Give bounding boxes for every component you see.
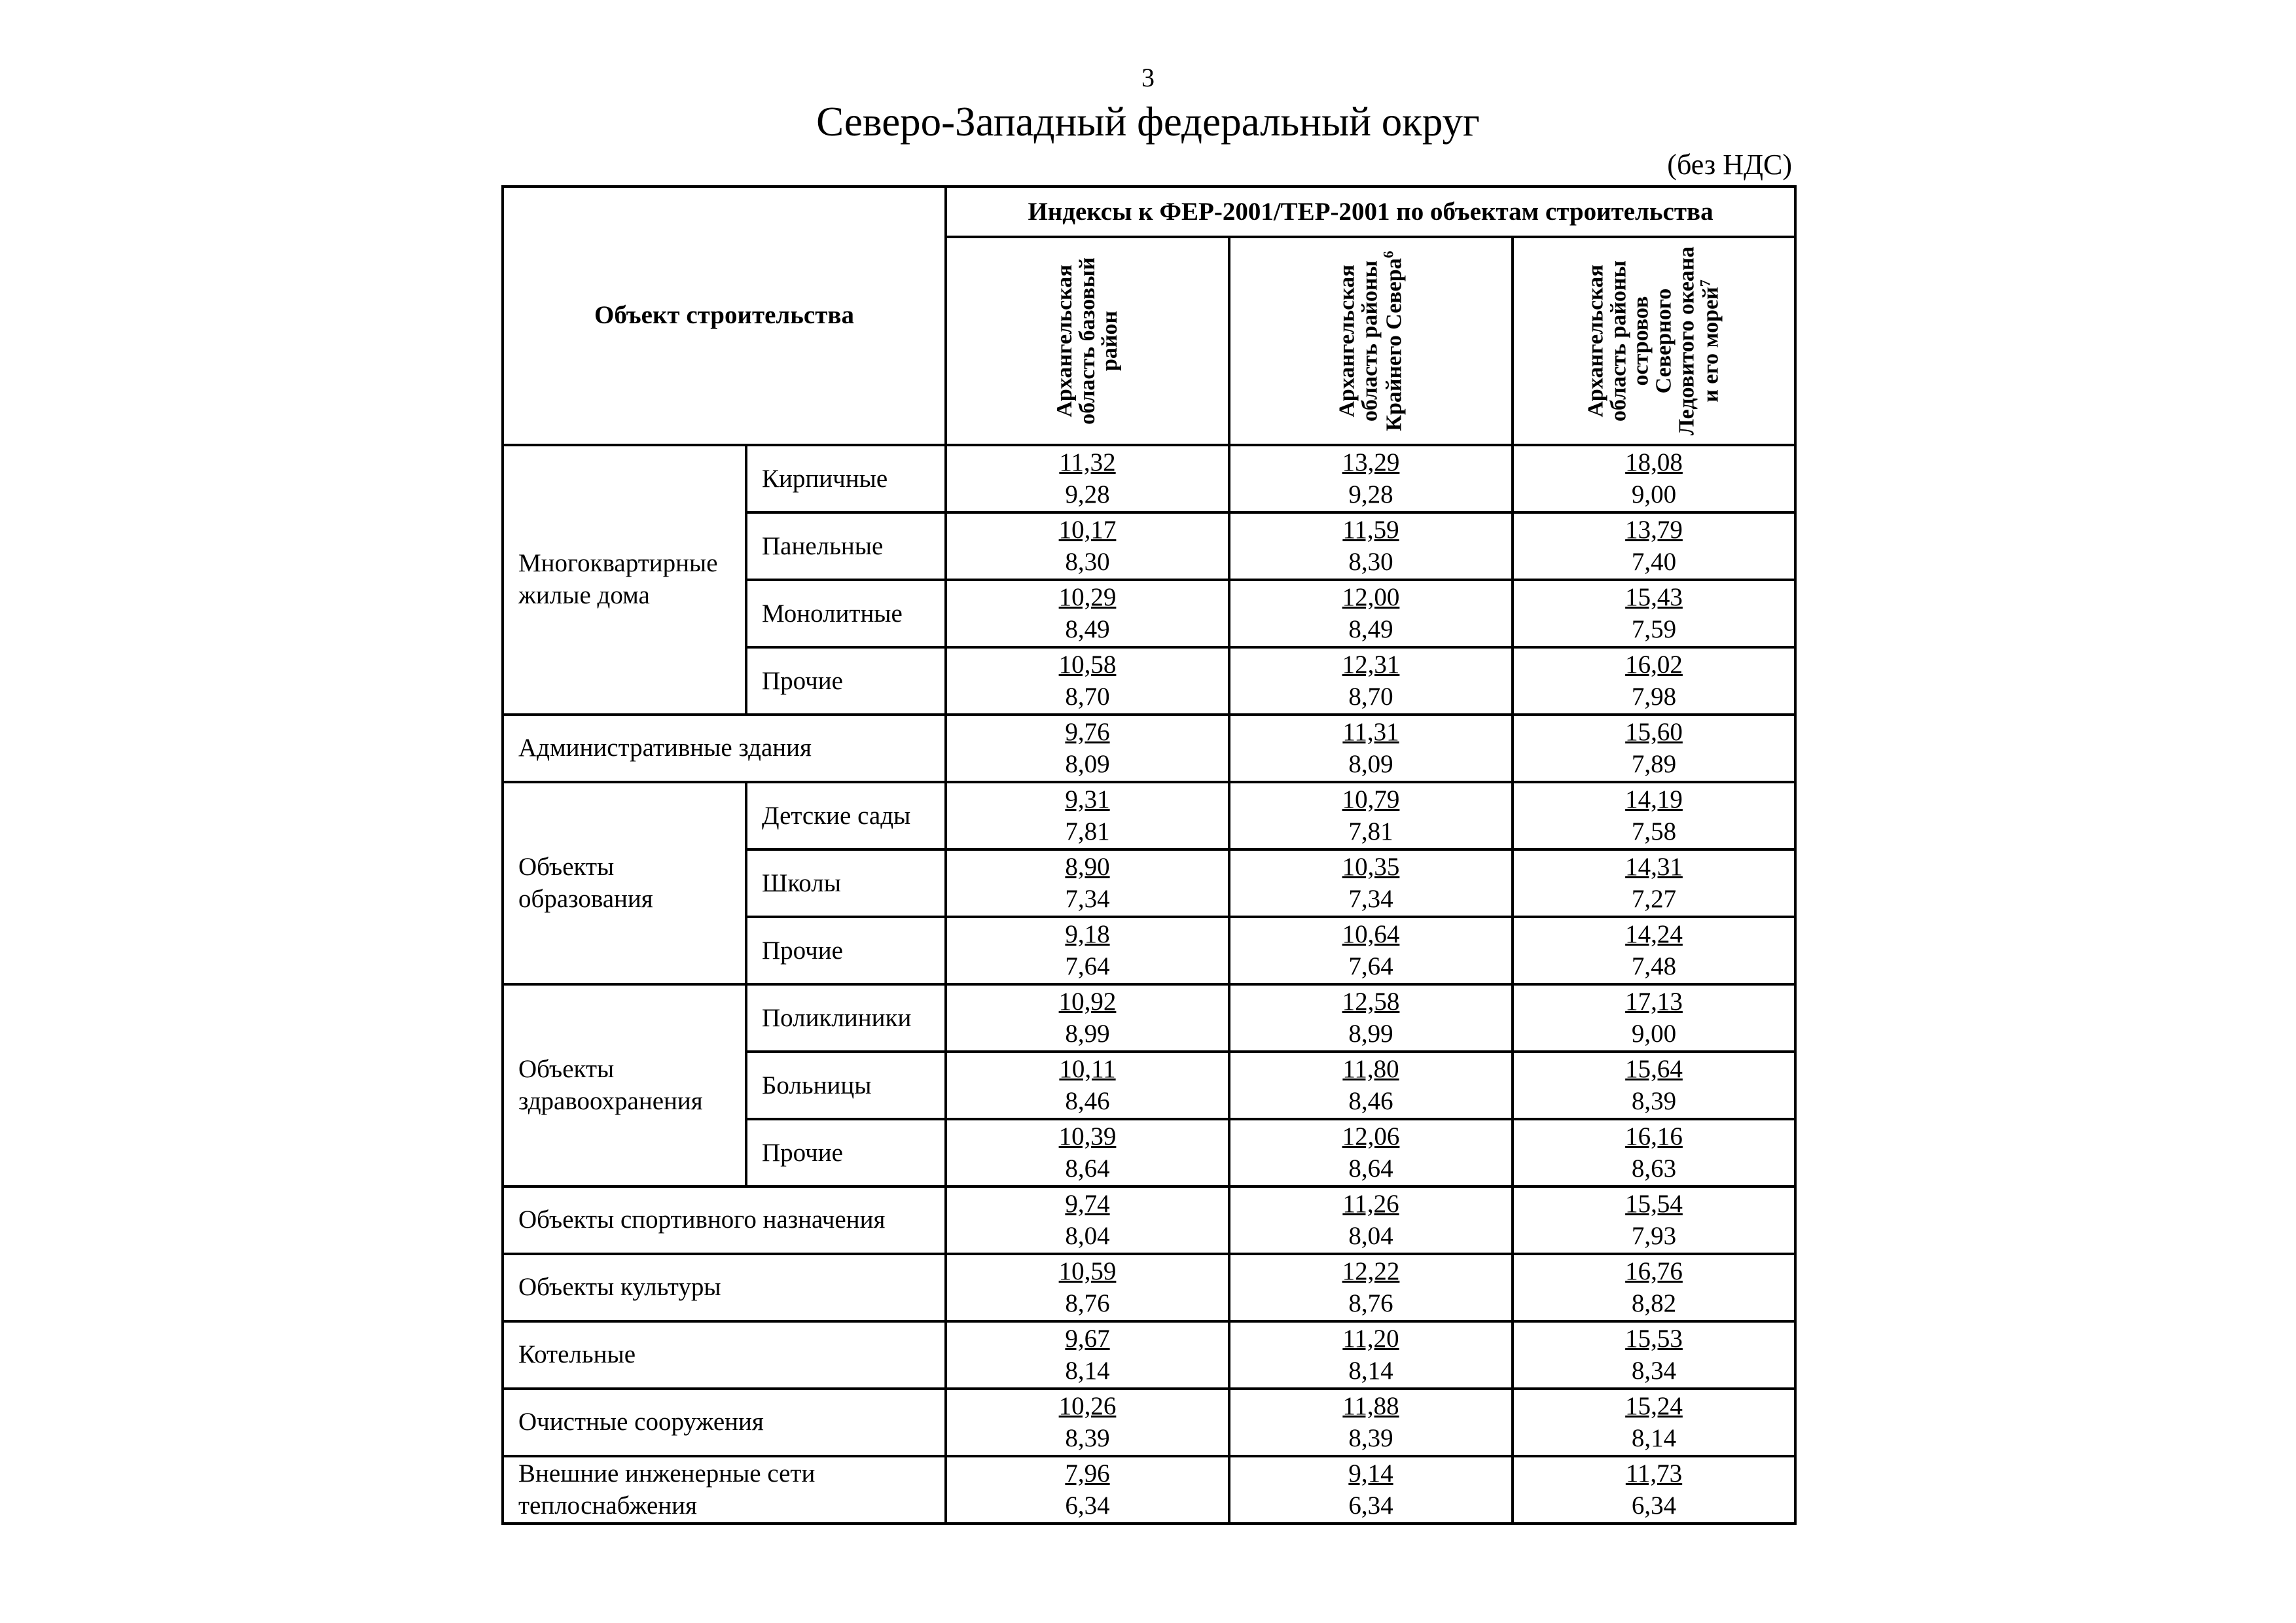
table-row	[503, 1186, 1795, 1254]
current-index-value: 10,92	[1058, 987, 1117, 1016]
secondary-index-value: 8,39	[1348, 1423, 1393, 1452]
value-cell	[946, 984, 1229, 1052]
value-cell	[1229, 1321, 1513, 1389]
value-cell	[1513, 580, 1795, 647]
secondary-index-value: 7,93	[1631, 1221, 1677, 1250]
current-index-value: 10,26	[1058, 1391, 1117, 1420]
row-sub-label: Больницы	[746, 1052, 946, 1119]
current-index-value: 11,26	[1342, 1189, 1399, 1218]
value-cell	[1513, 715, 1795, 782]
value-cell	[1229, 1254, 1513, 1321]
current-index-value: 10,29	[1058, 582, 1117, 611]
value-cell	[946, 1119, 1229, 1186]
secondary-index-value: 8,30	[1348, 547, 1393, 576]
current-index-value: 14,31	[1625, 852, 1683, 881]
current-index-value: 12,00	[1342, 582, 1400, 611]
current-index-value: 18,08	[1625, 448, 1683, 476]
secondary-index-value: 6,34	[1348, 1491, 1393, 1520]
value-cell	[1513, 1389, 1795, 1456]
value-cell	[1513, 1052, 1795, 1119]
secondary-index-value: 8,49	[1065, 615, 1110, 643]
current-index-value: 10,11	[1059, 1054, 1116, 1083]
current-index-value: 13,79	[1625, 515, 1683, 544]
secondary-index-value: 7,81	[1348, 817, 1393, 846]
secondary-index-value: 8,70	[1065, 682, 1110, 711]
current-index-value: 11,31	[1342, 717, 1399, 746]
row-group-label: Очистные сооружения	[503, 1389, 946, 1456]
secondary-index-value: 9,00	[1631, 1019, 1677, 1048]
secondary-index-value: 7,59	[1631, 615, 1677, 643]
row-group-label: Объекты спортивного назначения	[503, 1186, 946, 1254]
secondary-index-value: 8,09	[1065, 749, 1110, 778]
secondary-index-value: 8,14	[1631, 1423, 1677, 1452]
secondary-index-value: 8,39	[1631, 1086, 1677, 1115]
value-cell	[1513, 1119, 1795, 1186]
secondary-index-value: 8,46	[1065, 1086, 1110, 1115]
column-header-label: Архангельская область районы островов Северного Ледовитого океана и его морей	[1583, 246, 1724, 436]
object-header: Объект строительства	[503, 187, 946, 445]
secondary-index-value: 7,34	[1065, 884, 1110, 913]
secondary-index-value: 9,00	[1631, 480, 1677, 508]
value-cell	[1229, 715, 1513, 782]
secondary-index-value: 8,49	[1348, 615, 1393, 643]
current-index-value: 14,19	[1625, 785, 1683, 813]
current-index-value: 9,18	[1065, 919, 1110, 948]
current-index-value: 11,32	[1059, 448, 1116, 476]
value-cell	[1229, 445, 1513, 512]
current-index-value: 9,67	[1065, 1324, 1110, 1353]
secondary-index-value: 7,58	[1631, 817, 1677, 846]
indices-table	[501, 185, 1797, 1525]
value-cell	[1513, 647, 1795, 715]
current-index-value: 10,58	[1058, 650, 1117, 679]
secondary-index-value: 7,64	[1065, 952, 1110, 980]
value-cell	[1229, 1456, 1513, 1524]
value-cell	[1229, 917, 1513, 984]
secondary-index-value: 7,98	[1631, 682, 1677, 711]
current-index-value: 16,02	[1625, 650, 1683, 679]
value-cell	[946, 917, 1229, 984]
table-row	[503, 1254, 1795, 1321]
current-index-value: 10,39	[1058, 1122, 1117, 1150]
current-index-value: 10,79	[1342, 785, 1400, 813]
secondary-index-value: 8,82	[1631, 1289, 1677, 1317]
current-index-value: 12,06	[1342, 1122, 1400, 1150]
row-sub-label: Кирпичные	[746, 445, 946, 512]
secondary-index-value: 8,39	[1065, 1423, 1110, 1452]
value-cell	[1229, 849, 1513, 917]
current-index-value: 11,73	[1625, 1459, 1683, 1488]
current-index-value: 8,90	[1065, 852, 1110, 881]
value-cell	[946, 512, 1229, 580]
row-group-label: Объекты культуры	[503, 1254, 946, 1321]
secondary-index-value: 6,34	[1631, 1491, 1677, 1520]
current-index-value: 15,53	[1625, 1324, 1683, 1353]
secondary-index-value: 8,30	[1065, 547, 1110, 576]
value-cell	[1513, 849, 1795, 917]
current-index-value: 11,88	[1342, 1391, 1399, 1420]
indices-header: Индексы к ФЕР-2001/ТЕР-2001 по объектам строительства	[946, 187, 1795, 237]
value-cell	[946, 1456, 1229, 1524]
value-cell	[1513, 1186, 1795, 1254]
value-cell	[1229, 1389, 1513, 1456]
secondary-index-value: 7,64	[1348, 952, 1393, 980]
table-row	[503, 1321, 1795, 1389]
secondary-index-value: 8,76	[1065, 1289, 1110, 1317]
table-row	[503, 782, 1795, 849]
current-index-value: 12,31	[1342, 650, 1400, 679]
table-row	[503, 715, 1795, 782]
value-cell	[946, 782, 1229, 849]
current-index-value: 10,35	[1342, 852, 1400, 881]
value-cell	[1229, 1052, 1513, 1119]
current-index-value: 12,22	[1342, 1257, 1400, 1285]
current-index-value: 10,59	[1058, 1257, 1117, 1285]
secondary-index-value: 8,34	[1631, 1356, 1677, 1385]
value-cell	[1513, 1321, 1795, 1389]
value-cell	[946, 647, 1229, 715]
page-title: Северо-Западный федеральный округ	[816, 99, 1480, 145]
secondary-index-value: 8,09	[1348, 749, 1393, 778]
current-index-value: 13,29	[1342, 448, 1400, 476]
secondary-index-value: 7,27	[1631, 884, 1677, 913]
row-group-label: Котельные	[503, 1321, 946, 1389]
secondary-index-value: 7,89	[1631, 749, 1677, 778]
header-row	[503, 187, 1795, 237]
row-sub-label: Прочие	[746, 1119, 946, 1186]
value-cell	[946, 580, 1229, 647]
current-index-value: 9,76	[1065, 717, 1110, 746]
value-cell	[1513, 1456, 1795, 1524]
value-cell	[946, 1321, 1229, 1389]
secondary-index-value: 8,04	[1348, 1221, 1393, 1250]
current-index-value: 14,24	[1625, 919, 1683, 948]
row-group-label: Объекты образования	[503, 782, 746, 984]
secondary-index-value: 7,40	[1631, 547, 1677, 576]
value-cell	[1229, 782, 1513, 849]
row-sub-label: Прочие	[746, 917, 946, 984]
secondary-index-value: 8,76	[1348, 1289, 1393, 1317]
secondary-index-value: 8,14	[1065, 1356, 1110, 1385]
value-cell	[1513, 1254, 1795, 1321]
current-index-value: 11,20	[1342, 1324, 1399, 1353]
current-index-value: 7,96	[1065, 1459, 1110, 1488]
current-index-value: 16,16	[1625, 1122, 1683, 1150]
row-sub-label: Панельные	[746, 512, 946, 580]
value-cell	[946, 1052, 1229, 1119]
value-cell	[1229, 512, 1513, 580]
value-cell	[1229, 580, 1513, 647]
table-body	[503, 187, 1795, 1524]
value-cell	[1229, 647, 1513, 715]
value-cell	[946, 1389, 1229, 1456]
value-cell	[946, 715, 1229, 782]
secondary-index-value: 8,63	[1631, 1154, 1677, 1183]
secondary-index-value: 7,81	[1065, 817, 1110, 846]
current-index-value: 15,64	[1625, 1054, 1683, 1083]
current-index-value: 15,43	[1625, 582, 1683, 611]
current-index-value: 15,60	[1625, 717, 1683, 746]
row-sub-label: Детские сады	[746, 782, 946, 849]
row-sub-label: Прочие	[746, 647, 946, 715]
secondary-index-value: 7,48	[1631, 952, 1677, 980]
secondary-index-value: 8,64	[1065, 1154, 1110, 1183]
secondary-index-value: 8,99	[1348, 1019, 1393, 1048]
table-row	[503, 1456, 1795, 1524]
column-header-base	[946, 237, 1229, 445]
current-index-value: 12,58	[1342, 987, 1400, 1016]
column-header-label: Архангельская область базовый район	[1052, 257, 1122, 425]
value-cell	[1513, 984, 1795, 1052]
row-group-label: Многоквартирные жилые дома	[503, 445, 746, 715]
column-header-far-north	[1229, 237, 1513, 445]
row-group-label: Объекты здравоохранения	[503, 984, 746, 1186]
current-index-value: 17,13	[1625, 987, 1683, 1016]
value-cell	[946, 1186, 1229, 1254]
footnote-mark: 7	[1696, 279, 1713, 287]
row-group-label: Внешние инженерные сети теплоснабжения	[503, 1456, 946, 1524]
value-cell	[1229, 984, 1513, 1052]
secondary-index-value: 8,99	[1065, 1019, 1110, 1048]
value-cell	[1229, 1119, 1513, 1186]
row-group-label: Административные здания	[503, 715, 946, 782]
current-index-value: 15,54	[1625, 1189, 1683, 1218]
current-index-value: 9,14	[1348, 1459, 1393, 1488]
current-index-value: 9,31	[1065, 785, 1110, 813]
current-index-value: 9,74	[1065, 1189, 1110, 1218]
footnote-mark: 6	[1380, 251, 1397, 259]
table-row	[503, 1389, 1795, 1456]
vat-note: (без НДС)	[1667, 149, 1792, 181]
secondary-index-value: 8,46	[1348, 1086, 1393, 1115]
table-row	[503, 984, 1795, 1052]
column-header-label: Архангельская область районы Крайнего Севера	[1334, 258, 1407, 431]
value-cell	[1229, 1186, 1513, 1254]
secondary-index-value: 8,70	[1348, 682, 1393, 711]
row-sub-label: Монолитные	[746, 580, 946, 647]
page-number: 3	[1141, 63, 1155, 92]
secondary-index-value: 9,28	[1348, 480, 1393, 508]
column-header-arctic-islands	[1513, 237, 1795, 445]
row-sub-label: Поликлиники	[746, 984, 946, 1052]
current-index-value: 11,59	[1342, 515, 1399, 544]
secondary-index-value: 8,64	[1348, 1154, 1393, 1183]
current-index-value: 15,24	[1625, 1391, 1683, 1420]
value-cell	[1513, 917, 1795, 984]
secondary-index-value: 8,14	[1348, 1356, 1393, 1385]
value-cell	[946, 1254, 1229, 1321]
current-index-value: 11,80	[1342, 1054, 1399, 1083]
current-index-value: 10,17	[1058, 515, 1117, 544]
secondary-index-value: 9,28	[1065, 480, 1110, 508]
current-index-value: 10,64	[1342, 919, 1400, 948]
row-sub-label: Школы	[746, 849, 946, 917]
secondary-index-value: 6,34	[1065, 1491, 1110, 1520]
value-cell	[1513, 512, 1795, 580]
value-cell	[946, 445, 1229, 512]
table-row	[503, 445, 1795, 512]
current-index-value: 16,76	[1625, 1257, 1683, 1285]
value-cell	[1513, 445, 1795, 512]
value-cell	[1513, 782, 1795, 849]
secondary-index-value: 8,04	[1065, 1221, 1110, 1250]
secondary-index-value: 7,34	[1348, 884, 1393, 913]
value-cell	[946, 849, 1229, 917]
